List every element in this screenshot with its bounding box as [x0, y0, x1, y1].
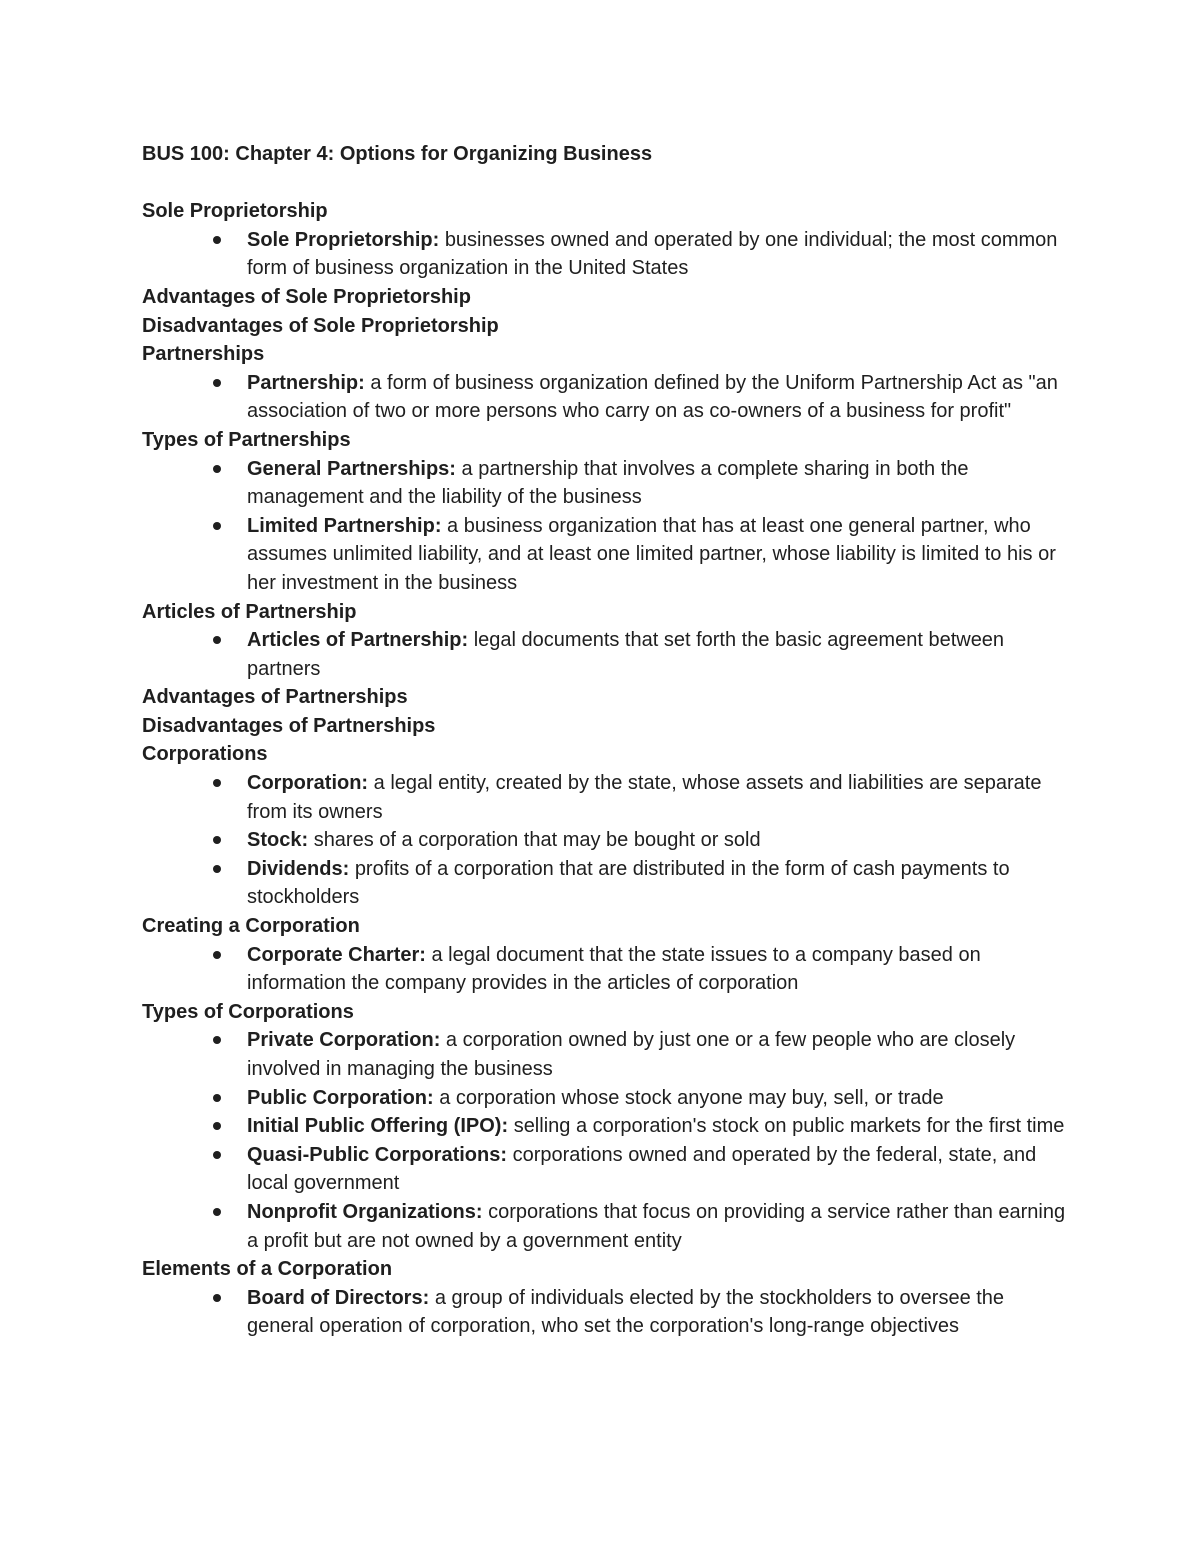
term-definition: a corporation owned by just one or a few people who are closely involved in managing the business — [247, 1029, 1016, 1080]
bullet-icon — [213, 1294, 221, 1302]
bullet-icon — [213, 779, 221, 787]
bullet-icon — [213, 1036, 221, 1044]
term-definition: a business organization that has at least one general partner, who assumes unlimited liability, and at least one limited partner, whose liability is limited to his or her investment in the business — [247, 514, 1056, 594]
term-label: Stock: — [247, 829, 309, 852]
term-label: Corporation: — [247, 772, 369, 795]
definition-list — [142, 1284, 1072, 1341]
section-heading: Sole Proprietorship — [142, 200, 328, 223]
list-item — [247, 1112, 1072, 1141]
definition-list — [142, 369, 1072, 426]
term-label: General Partnerships: — [247, 457, 456, 480]
list-item — [247, 1026, 1072, 1083]
bullet-icon — [213, 465, 221, 473]
term-definition: corporations that focus on providing a service rather than earning a profit but are not owned by a government entity — [247, 1200, 1066, 1252]
list-item — [247, 855, 1072, 912]
section-heading: Partnerships — [142, 343, 265, 366]
list-item — [247, 369, 1072, 426]
term-label: Corporate Charter: — [247, 943, 426, 966]
term-definition: a partnership that involves a complete sharing in both the management and the liability of the business — [247, 457, 969, 509]
term-definition: profits of a corporation that are distributed in the form of cash payments to stockholders — [247, 857, 1010, 909]
term-definition: businesses owned and operated by one individual; the most common form of business organization in the United States — [247, 228, 1058, 280]
definition-list — [142, 455, 1072, 598]
bullet-icon — [213, 522, 221, 530]
definition-list — [142, 226, 1072, 283]
term-label: Initial Public Offering (IPO): — [247, 1115, 509, 1138]
term-label: Sole Proprietorship: — [247, 228, 440, 251]
list-item — [247, 826, 1072, 855]
bullet-icon — [213, 1151, 221, 1159]
term-label: Quasi-Public Corporations: — [247, 1143, 508, 1166]
term-definition: a form of business organization defined by the Uniform Partnership Act as "an association of two or more persons who carry on as co-owners of a business for profit" — [247, 371, 1058, 423]
term-label: Partnership: — [247, 371, 365, 394]
term-label: Articles of Partnership: — [247, 629, 469, 652]
list-item — [247, 1084, 1072, 1113]
term-label: Board of Directors: — [247, 1286, 430, 1309]
term-definition: a group of individuals elected by the stockholders to oversee the general operation of corporation, who set the corporation's long-range objectives — [247, 1286, 1005, 1338]
term-definition: shares of a corporation that may be bought or sold — [313, 829, 761, 852]
term-definition: a corporation whose stock anyone may buy, sell, or trade — [439, 1086, 944, 1109]
term-definition: a legal entity, created by the state, whose assets and liabilities are separate from its owners — [247, 772, 1042, 823]
section-heading: Disadvantages of Sole Proprietorship — [142, 314, 499, 337]
term-label: Public Corporation: — [247, 1086, 434, 1109]
term-label: Private Corporation: — [247, 1029, 441, 1052]
definition-list — [142, 1026, 1072, 1255]
term-definition: legal documents that set forth the basic agreement between partners — [247, 629, 1005, 680]
section-heading: Advantages of Sole Proprietorship — [142, 285, 471, 308]
section-heading: Types of Corporations — [142, 1000, 354, 1023]
bullet-icon — [213, 236, 221, 244]
bullet-icon — [213, 1094, 221, 1102]
bullet-icon — [213, 836, 221, 844]
bullet-icon — [213, 1122, 221, 1130]
document-body — [142, 140, 1072, 1341]
term-definition: selling a corporation's stock on public markets for the first time — [513, 1115, 1065, 1138]
list-item — [247, 455, 1072, 512]
term-definition: a legal document that the state issues to a company based on information the company provides in the articles of corporation — [247, 943, 981, 995]
section-heading: Advantages of Partnerships — [142, 686, 408, 709]
bullet-icon — [213, 636, 221, 644]
list-item — [247, 1284, 1072, 1341]
section-heading: Creating a Corporation — [142, 915, 360, 938]
section-heading: Disadvantages of Partnerships — [142, 714, 436, 737]
term-label: Limited Partnership: — [247, 514, 442, 537]
section-heading: Elements of a Corporation — [142, 1258, 393, 1281]
list-item — [247, 1198, 1072, 1255]
section-heading: Corporations — [142, 743, 268, 766]
list-item — [247, 1141, 1072, 1198]
bullet-icon — [213, 951, 221, 959]
definition-list — [142, 769, 1072, 912]
list-item — [247, 226, 1072, 283]
bullet-icon — [213, 1208, 221, 1216]
list-item — [247, 512, 1072, 598]
list-item — [247, 769, 1072, 826]
section-heading: Articles of Partnership — [142, 600, 357, 623]
list-item — [247, 941, 1072, 998]
definition-list — [142, 941, 1072, 998]
term-definition: corporations owned and operated by the federal, state, and local government — [247, 1143, 1037, 1195]
section-heading: Types of Partnerships — [142, 428, 351, 451]
term-label: Nonprofit Organizations: — [247, 1200, 483, 1223]
list-item — [247, 626, 1072, 683]
sections-container — [142, 197, 1072, 1341]
definition-list — [142, 626, 1072, 683]
bullet-icon — [213, 865, 221, 873]
bullet-icon — [213, 379, 221, 387]
term-label: Dividends: — [247, 857, 350, 880]
document-title: BUS 100: Chapter 4: Options for Organizing Business — [142, 143, 653, 165]
